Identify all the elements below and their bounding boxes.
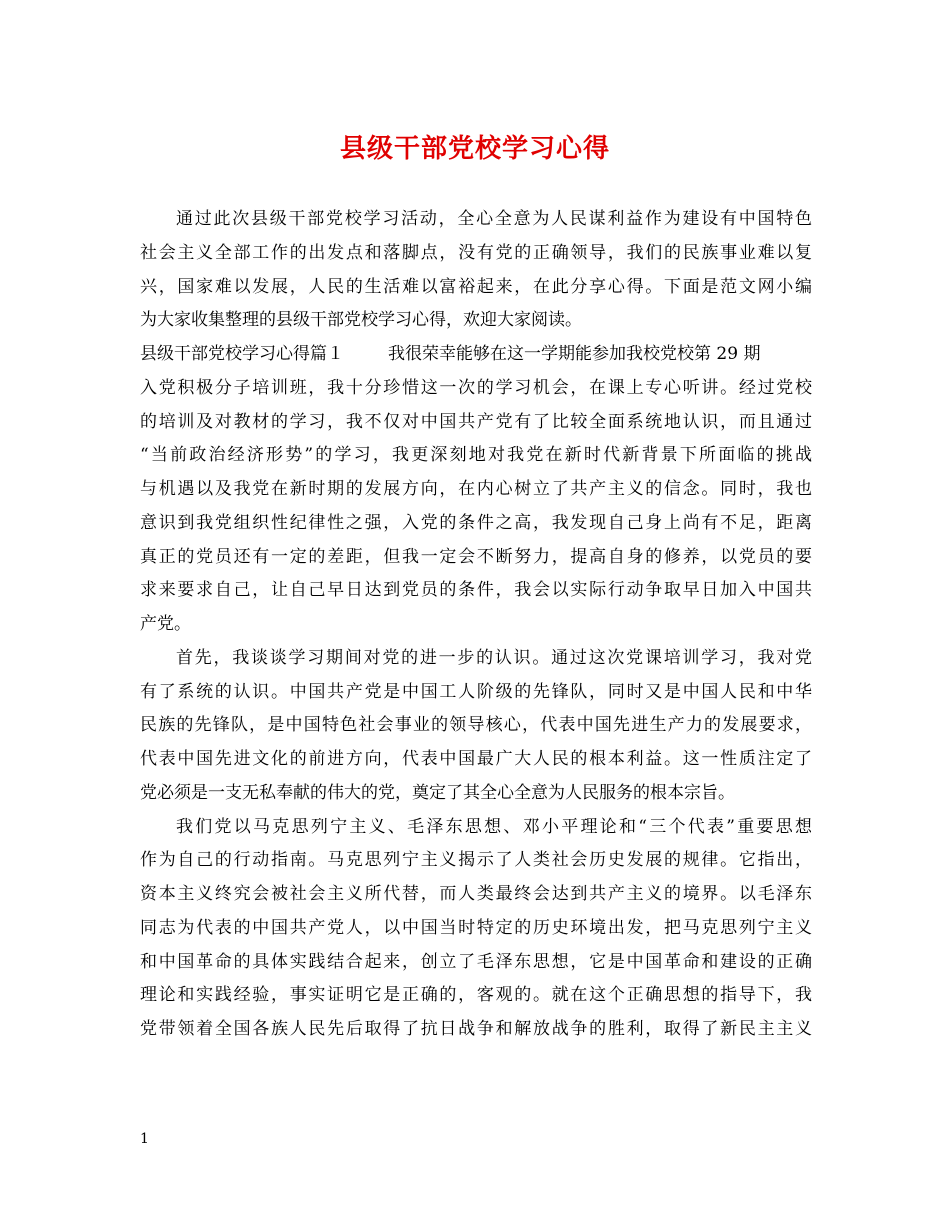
page-number: 1 bbox=[140, 1131, 149, 1147]
text-line: 意识到我党组织性纪律性之强，入党的条件之高，我发现自己身上尚有不足，距离 bbox=[140, 512, 812, 533]
text-line bbox=[140, 338, 812, 372]
text-line: 民族的先锋队，是中国特色社会事业的领导核心，代表中国先进生产力的发展要求， bbox=[140, 715, 812, 736]
text-line: 首先，我谈谈学习期间对党的进一步的认识。通过这次党课培训学习，我对党 bbox=[176, 647, 812, 668]
document-body bbox=[140, 203, 812, 1047]
section-text: 我很荣幸能够在这一学期能参加我校党校第 29 期 bbox=[388, 344, 761, 364]
text-line: “当前政治经济形势”的学习，我更深刻地对我党在新时代新背景下所面临的挑战 bbox=[140, 445, 812, 466]
text-line: 真正的党员还有一定的差距，但我一定会不断努力，提高自身的修养，以党员的要 bbox=[140, 546, 812, 567]
text-line: 通过此次县级干部党校学习活动，全心全意为人民谋利益作为建设有中国特色 bbox=[176, 209, 812, 229]
text-line: 产党。 bbox=[140, 614, 191, 634]
text-line: 代表中国先进文化的前进方向，代表中国最广大人民的根本利益。这一性质注定了 bbox=[140, 749, 812, 769]
text-line: 作为自己的行动指南。马克思列宁主义揭示了人类社会历史发展的规律。它指出， bbox=[140, 850, 812, 871]
text-line: 党必须是一支无私奉献的伟大的党，奠定了其全心全意为人民服务的根本宗旨。 bbox=[140, 782, 735, 803]
text-line: 与机遇以及我党在新时期的发展方向，在内心树立了共产主义的信念。同时，我也 bbox=[140, 479, 812, 499]
text-line: 社会主义全部工作的出发点和落脚点，没有党的正确领导，我们的民族事业难以复 bbox=[140, 242, 812, 263]
text-line: 党带领着全国各族人民先后取得了抗日战争和解放战争的胜利，取得了新民主主义 bbox=[140, 1019, 812, 1039]
text-line: 为大家收集整理的县级干部党校学习心得，欢迎大家阅读。 bbox=[140, 310, 582, 331]
text-line: 理论和实践经验，事实证明它是正确的，客观的。就在这个正确思想的指导下，我 bbox=[140, 985, 812, 1006]
document-title: 县级干部党校学习心得 bbox=[339, 134, 610, 164]
text-line: 兴，国家难以发展，人民的生活难以富裕起来，在此分享心得。下面是范文网小编 bbox=[140, 276, 812, 297]
section-heading: 县级干部党校学习心得篇１ bbox=[140, 344, 344, 364]
text-line: 资本主义终究会被社会主义所代替，而人类最终会达到共产主义的境界。以毛泽东 bbox=[140, 884, 812, 904]
text-line: 有了系统的认识。中国共产党是中国工人阶级的先锋队，同时又是中国人民和中华 bbox=[140, 681, 812, 702]
text-line: 入党积极分子培训班，我十分珍惜这一次的学习机会，在课上专心听讲。经过党校 bbox=[140, 377, 812, 398]
text-line: 求来要求自己，让自己早日达到党员的条件，我会以实际行动争取早日加入中国共 bbox=[140, 580, 812, 601]
text-line: 的培训及对教材的学习，我不仅对中国共产党有了比较全面系统地认识，而且通过 bbox=[140, 411, 812, 432]
text-line: 同志为代表的中国共产党人，以中国当时特定的历史环境出发，把马克思列宁主义 bbox=[140, 917, 812, 938]
text-line: 和中国革命的具体实践结合起来，创立了毛泽东思想，它是中国革命和建设的正确 bbox=[140, 951, 812, 972]
text-line: 我们党以马克思列宁主义、毛泽东思想、邓小平理论和“三个代表”重要思想 bbox=[176, 816, 812, 837]
